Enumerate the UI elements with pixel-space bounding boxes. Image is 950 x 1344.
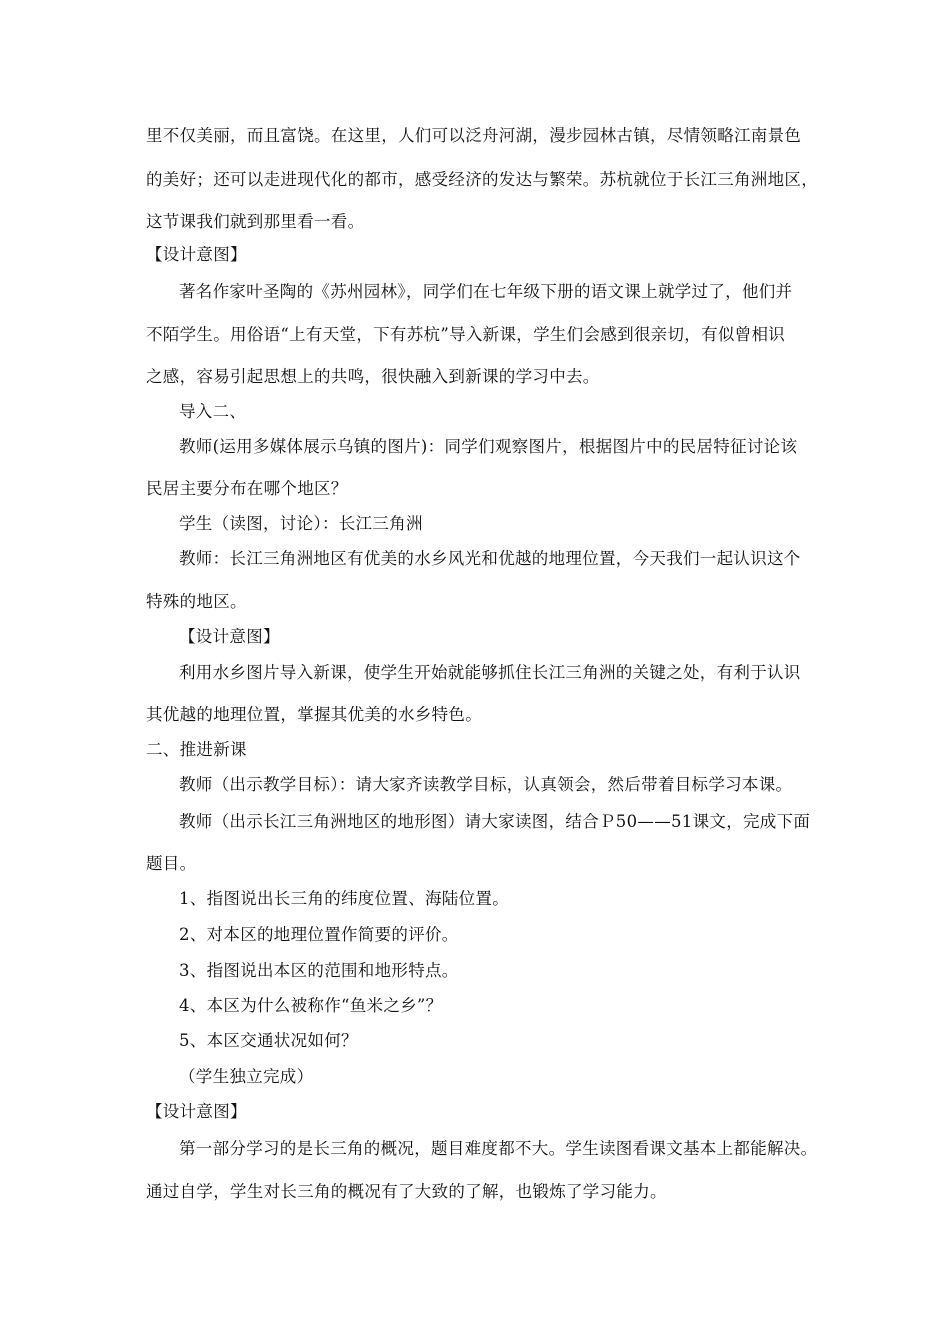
section-heading: 【设计意图】 bbox=[146, 245, 247, 264]
text-line: 其优越的地理位置，掌握其优美的水乡特色。 bbox=[146, 705, 482, 724]
text-line: 特殊的地区。 bbox=[146, 592, 247, 611]
text-line: 第一部分学习的是长三角的概况，题目难度都不大。学生读图看课文基本上都能解决。 bbox=[179, 1139, 818, 1158]
list-item: 4、本区为什么被称作“鱼米之乡”？ bbox=[179, 996, 443, 1015]
list-item: 2、对本区的地理位置作简要的评价。 bbox=[179, 925, 459, 944]
text-line: （学生独立完成） bbox=[179, 1067, 314, 1086]
list-item: 3、指图说出本区的范围和地形特点。 bbox=[179, 961, 459, 980]
text-line: 教师（出示教学目标）：请大家齐读教学目标，认真领会，然后带着目标学习本课。 bbox=[179, 775, 793, 794]
text-line: 导入二、 bbox=[179, 402, 247, 421]
section-heading: 【设计意图】 bbox=[179, 627, 280, 646]
text-line: 通过自学，学生对长三角的概况有了大致的了解，也锻炼了学习能力。 bbox=[146, 1182, 667, 1201]
text-line: 著名作家叶圣陶的《苏州园林》，同学们在七年级下册的语文课上就学过了，他们并 bbox=[179, 282, 793, 301]
section-heading: 二、推进新课 bbox=[146, 740, 247, 759]
text-line: 教师(运用多媒体展示乌镇的图片)：同学们观察图片，根据图片中的民居特征讨论该 bbox=[179, 437, 798, 456]
text-line: 利用水乡图片导入新课，使学生开始就能够抓住长江三角洲的关键之处，有利于认识 bbox=[179, 663, 801, 682]
text-line: 学生（读图，讨论）：长江三角洲 bbox=[179, 514, 423, 533]
text-line: 这节课我们就到那里看一看。 bbox=[146, 212, 365, 231]
text-line: 教师（出示长江三角洲地区的地形图）请大家读图，结合Ｐ50——51课文，完成下面 bbox=[179, 812, 811, 831]
text-line: 题目。 bbox=[146, 854, 197, 873]
list-item: 1、指图说出长三角的纬度位置、海陆位置。 bbox=[179, 889, 509, 908]
text-line: 之感，容易引起思想上的共鸣，很快融入到新课的学习中去。 bbox=[146, 367, 600, 386]
text-line: 民居主要分布在哪个地区？ bbox=[146, 479, 348, 498]
section-heading: 【设计意图】 bbox=[146, 1102, 247, 1121]
text-line: 教师：长江三角洲地区有优美的水乡风光和优越的地理位置，今天我们一起认识这个 bbox=[179, 549, 801, 568]
text-line: 里不仅美丽，而且富饶。在这里，人们可以泛舟河湖，漫步园林古镇，尽情领略江南景色 bbox=[146, 126, 802, 145]
text-line: 的美好；还可以走进现代化的都市，感受经济的发达与繁荣。苏杭就位于长江三角洲地区， bbox=[146, 170, 818, 189]
list-item: 5、本区交通状况如何？ bbox=[179, 1031, 358, 1050]
text-line: 不陌学生。用俗语“上有天堂，下有苏杭”导入新课，学生们会感到很亲切，有似曾相识 bbox=[146, 325, 786, 344]
